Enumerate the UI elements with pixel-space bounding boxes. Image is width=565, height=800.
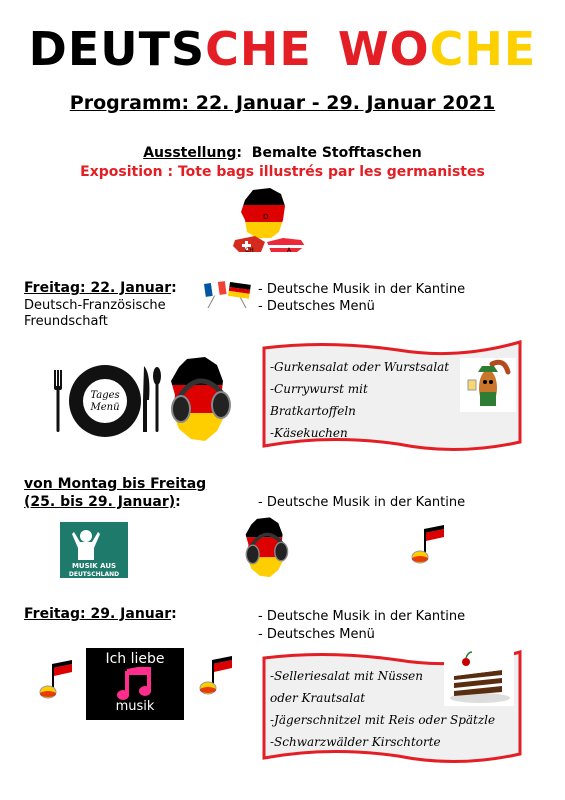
germany-headphones-icon: [165, 355, 240, 445]
music-note-icon-left: [38, 660, 78, 704]
section2-items: [258, 495, 465, 510]
exhibition-sep: :: [236, 145, 252, 161]
menu2-item-1: -Selleriesalat mit Nüssen: [270, 669, 423, 683]
music-note-icon-right: [198, 656, 238, 700]
section3-items: [258, 608, 465, 644]
music-note-pink-icon: [115, 667, 155, 701]
musik-aus-deutschland-logo: [60, 522, 128, 578]
section1-item-music: - Deutsche Musik in der Kantine: [258, 282, 466, 297]
ich-liebe-musik-card: [86, 648, 184, 720]
section1-item-menu: - Deutsches Menü: [258, 299, 375, 314]
menu1-item-3: Bratkartoffeln: [270, 404, 356, 418]
logo-line2: DEUTSCHLAND: [68, 571, 120, 578]
section1-day-text: Freitag: 22. Januar: [24, 280, 172, 296]
page-title: [0, 22, 565, 76]
map-label-d: D: [263, 213, 269, 221]
section1-day: [24, 280, 177, 296]
black-forest-cake-icon: [444, 650, 514, 706]
menu1-item-4: -Käsekuchen: [270, 426, 348, 440]
exhibition-label: Ausstellung: [143, 145, 237, 161]
plate-text-line1: Tages: [90, 390, 120, 401]
title-gold: CHE: [429, 22, 537, 76]
section1-subtitle-line1: Deutsch-Französische: [24, 298, 166, 313]
title-red: CHE: [205, 22, 312, 76]
menu-card-1: [270, 356, 449, 444]
musik-text: musik: [115, 699, 155, 714]
germany-headphones-small-icon: [240, 516, 296, 580]
exhibition-french: Exposition : Tote bags illustrés par les germanistes: [80, 164, 485, 180]
music-note-icon: [410, 525, 450, 569]
title-black: DEUTS: [28, 22, 206, 76]
currywurst-mascot-icon: [460, 358, 516, 412]
plate-text-line2: Menü: [90, 402, 120, 413]
ich-liebe-text: Ich liebe: [105, 651, 165, 667]
program-dates: Programm: 22. Januar - 29. Januar 2021: [69, 92, 496, 114]
exhibition-text: Bemalte Stofftaschen: [251, 145, 422, 161]
map-label-a: A: [287, 247, 292, 254]
title-red-2: WO: [337, 22, 430, 76]
section2-colon: :: [175, 494, 181, 510]
section1-subtitle: [24, 298, 166, 330]
menu1-item-2: -Currywurst mit: [270, 382, 368, 396]
menu2-item-2: oder Krautsalat: [270, 691, 366, 705]
crossed-flags-icon: [202, 278, 254, 310]
section1-items: [258, 281, 465, 315]
section2-item-music: - Deutsche Musik in der Kantine: [258, 495, 466, 510]
plate-cutlery-icon: [48, 360, 163, 440]
section2-line1: von Montag bis Freitag: [24, 476, 207, 492]
section1-colon: :: [171, 280, 177, 296]
section2-heading: [24, 475, 206, 511]
section3-day-text: Freitag: 29. Januar: [24, 606, 172, 622]
dach-map-icon: [225, 186, 315, 266]
map-label-ch: CH: [245, 247, 254, 254]
section3-item-music: - Deutsche Musik in der Kantine: [258, 609, 466, 624]
section2-line2: (25. bis 29. Januar): [24, 494, 176, 510]
section3-item-menu: - Deutsches Menü: [258, 627, 375, 642]
section3-colon: :: [171, 606, 177, 622]
menu1-item-1: -Gurkensalat oder Wurstsalat: [270, 360, 450, 374]
menu2-item-3: -Jägerschnitzel mit Reis oder Spätzle: [270, 713, 496, 727]
section3-day: [24, 606, 177, 622]
logo-line1: MUSIK AUS: [71, 562, 117, 570]
menu2-item-4: -Schwarzwälder Kirschtorte: [270, 735, 441, 749]
exhibition-line: [0, 145, 565, 161]
section1-subtitle-line2: Freundschaft: [24, 314, 108, 329]
